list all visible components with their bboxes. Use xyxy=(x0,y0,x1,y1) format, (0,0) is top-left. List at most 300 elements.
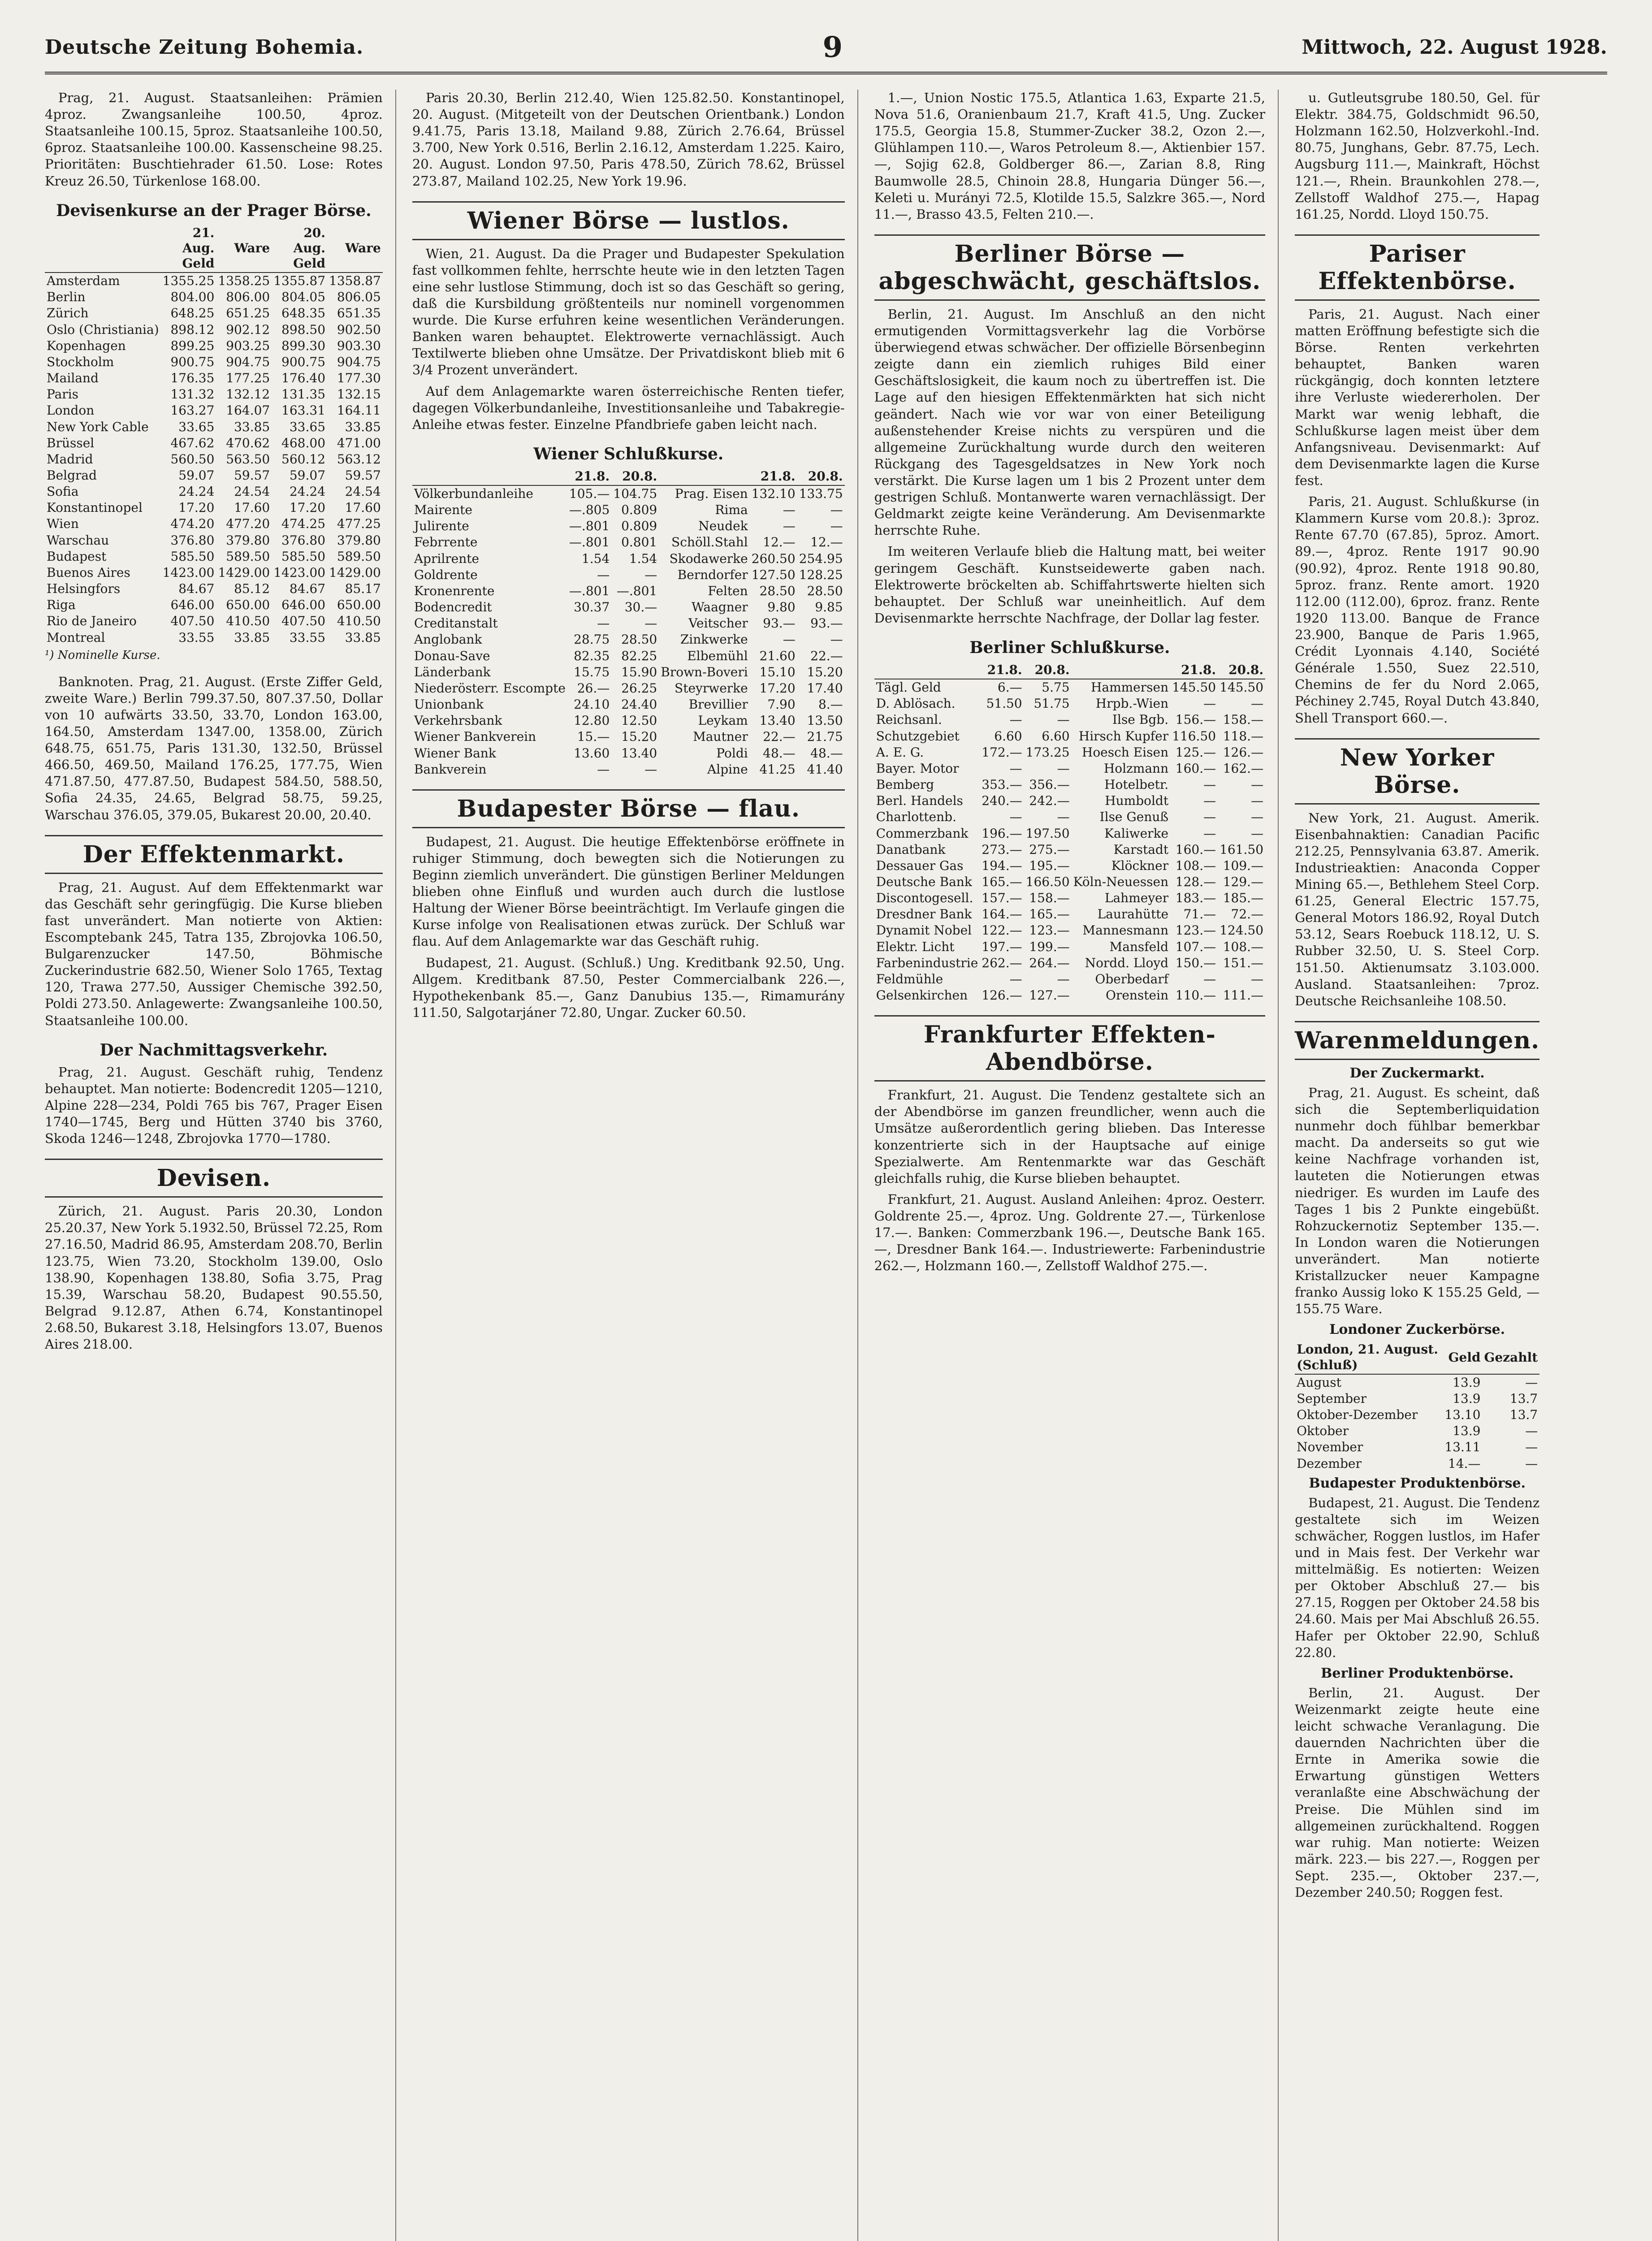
table-cell: — xyxy=(830,519,843,534)
table-cell: 254.95 xyxy=(799,551,843,566)
table-cell: 379.80 xyxy=(226,532,270,548)
table-row xyxy=(1295,1407,1540,1423)
table-cell: Kopenhagen xyxy=(47,338,126,353)
table-cell: Mautner xyxy=(693,729,748,744)
table-cell: 15.10 xyxy=(759,664,796,679)
table-cell: Karstadt xyxy=(1113,842,1169,857)
table-cell: — xyxy=(1057,809,1070,825)
table-cell: 161.50 xyxy=(1220,842,1264,857)
table-cell: — xyxy=(830,502,843,518)
afternoon-trading-section xyxy=(45,1041,383,1147)
table-cell: 30.37 xyxy=(574,600,610,615)
table-cell: Ilse Bgb. xyxy=(1112,712,1169,727)
table-cell: Warschau xyxy=(47,532,109,548)
budapest-exchange-title: Budapester Börse — flau. xyxy=(412,789,845,828)
table-cell: 132.12 xyxy=(226,387,270,402)
table-cell: Neudek xyxy=(698,519,748,534)
table-cell: Rio de Janeiro xyxy=(47,614,137,629)
table-cell: — xyxy=(1057,712,1070,727)
berlin-produce-text: Berlin, 21. August. Der Weizenmarkt zeigte heute eine leicht schwache Veranlagung. Die dauernden Nachrichten über die Ernte in Amerika sowie die Erwartung günstigen Wetters veranlaßte eine Abschwächung der Preise. Die Mühlen sind im allgemeinen zurückhaltend. Roggen war ruhig. Man notierte: Weizen märk. 223.— bis 227.—, Roggen per Sept. 235.—, Oktober 237.—, Dezember 240.50; Roggen fest. xyxy=(1295,1685,1540,1900)
column-header: 20. Aug. Geld xyxy=(272,225,327,273)
table-cell: Budapest xyxy=(47,549,107,564)
table-cell: 264.— xyxy=(1029,955,1070,970)
table-header-row xyxy=(412,468,845,485)
table-cell: 13.40 xyxy=(621,745,657,761)
table-row xyxy=(412,761,845,778)
table-cell: — xyxy=(1203,696,1216,711)
table-row xyxy=(45,549,383,565)
table-cell: 376.80 xyxy=(170,532,215,548)
table-row xyxy=(874,712,1265,728)
table-cell: 85.17 xyxy=(345,581,381,597)
table-cell: 15.— xyxy=(577,729,610,744)
table-cell: — xyxy=(597,567,610,582)
table-row xyxy=(45,451,383,467)
table-cell: Oktober-Dezember xyxy=(1297,1407,1418,1423)
banknotes-section xyxy=(45,674,383,823)
table-cell: —.801 xyxy=(569,535,610,550)
table-cell: Bodencredit xyxy=(414,600,492,615)
table-cell: 8.— xyxy=(818,697,843,712)
table-cell: 28.75 xyxy=(574,632,610,647)
table-row xyxy=(45,305,383,321)
table-cell: 33.55 xyxy=(289,630,326,645)
table-row xyxy=(412,680,845,697)
table-cell: 151.— xyxy=(1223,955,1264,970)
table-cell: 48.— xyxy=(810,745,843,761)
table-cell: Völkerbundanleihe xyxy=(414,486,533,502)
table-cell: 589.50 xyxy=(337,549,381,564)
table-cell: Steyrwerke xyxy=(675,680,748,696)
table-cell: 48.— xyxy=(763,745,796,761)
table-cell: 13.9 xyxy=(1453,1391,1481,1406)
table-row xyxy=(874,744,1265,761)
table-cell: — xyxy=(1251,793,1264,809)
table-cell: 376.80 xyxy=(281,532,326,548)
table-row xyxy=(45,613,383,629)
table-cell: 275.— xyxy=(1029,842,1070,857)
berlin-exchange-text: Berlin, 21. August. Im Anschluß an den nicht ermutigenden Vormittagsverkehr lag die Vorbörse überwiegend etwas schwächer. Der offizielle Börsenbeginn zeigte dann ein ziemlich ruhiges Bild einer Geschäftslosigkeit, die kaum noch zu übertreffen ist. Die Lage auf den hiesigen Effektenmärkten hat sich nicht geändert. Nach wie vor war von einer Beteiligung außenstehender Kreise nichts zu verspüren und die allgemeine Zurückhaltung wurde durch den weiteren Rückgang des Tagesgeldsatzes in New York noch verstärkt. Die Kurse lagen um 1 bis 2 Prozent unter dem gestrigen Schluß. Montanwerte waren vernachlässigt. Der Geldmarkt zeigte keine Veränderung. Am Devisenmarkte herrschte Ruhe. xyxy=(874,306,1266,538)
table-row xyxy=(412,632,845,648)
table-cell: 563.12 xyxy=(337,451,381,467)
table-cell: Mansfeld xyxy=(1109,939,1169,954)
table-row xyxy=(45,419,383,435)
table-cell: 125.— xyxy=(1175,744,1216,760)
table-cell: 51.75 xyxy=(1034,696,1070,711)
table-cell: — xyxy=(644,761,657,777)
table-cell: 0.809 xyxy=(621,519,657,534)
table-cell: — xyxy=(1525,1375,1538,1390)
column-header: Gezahlt xyxy=(1482,1341,1540,1374)
table-cell: 6.60 xyxy=(994,728,1022,744)
sugar-market-text: Prag, 21. August. Es scheint, daß sich die Septemberliquidation nunmehr doch fühlbar bemerkbar macht. Da anderseits so gut wie keine Nachfrage vorhanden ist, lauteten die Notierungen etwas niedriger. Es wurden im Laufe des Tages 1 bis 2 Punkte eingebüßt. Rohzuckernotiz September 135.—. In London waren die Notierungen unverändert. Man notierte Kristallzucker neuer Kampagne franko Aussig loko K 155.25 Geld, — 155.75 Ware. xyxy=(1295,1085,1540,1317)
table-body xyxy=(1295,1374,1540,1472)
column-2 xyxy=(412,90,858,2241)
table-cell: 13.40 xyxy=(759,713,796,728)
table-cell: — xyxy=(1009,761,1022,776)
column-header: 20.8. xyxy=(611,468,659,485)
table-cell: 33.85 xyxy=(234,419,270,434)
table-cell: Hoesch Eisen xyxy=(1081,744,1169,760)
table-cell: Dresdner Bank xyxy=(876,907,972,922)
table-cell: Helsingfors xyxy=(47,581,121,597)
table-cell: —.801 xyxy=(569,519,610,534)
table-cell: — xyxy=(1525,1440,1538,1455)
table-row xyxy=(412,648,845,664)
table-cell: Unionbank xyxy=(414,697,484,712)
table-cell: 128.— xyxy=(1175,874,1216,889)
column-header: London, 21. August. (Schluß) xyxy=(1295,1341,1443,1374)
table-cell: Länderbank xyxy=(414,664,491,679)
table-cell: Tägl. Geld xyxy=(876,680,941,695)
table-cell: Riga xyxy=(47,597,76,613)
table-cell: 477.25 xyxy=(337,516,381,532)
table-cell: 129.— xyxy=(1223,874,1264,889)
table-row xyxy=(412,485,845,502)
table-cell: 24.54 xyxy=(234,484,270,499)
foreign-exchange-section xyxy=(45,1159,383,1353)
table-cell: 22.— xyxy=(763,729,796,744)
table-cell: Zinkwerke xyxy=(680,632,748,647)
table-cell: Berl. Handels xyxy=(876,793,963,809)
table-cell: 1429.00 xyxy=(218,565,270,580)
table-cell: 41.25 xyxy=(759,761,796,777)
table-cell: Gelsenkirchen xyxy=(876,988,968,1003)
table-cell: 7.90 xyxy=(767,697,796,712)
table-cell: 585.50 xyxy=(281,549,326,564)
table-cell: Dessauer Gas xyxy=(876,858,964,873)
table-cell: Laurahütte xyxy=(1097,907,1169,922)
table-cell: Konstantinopel xyxy=(47,500,143,515)
table-cell: 118.— xyxy=(1223,728,1264,744)
table-cell: Zürich xyxy=(47,306,89,321)
table-cell: Verkehrsbank xyxy=(414,713,502,728)
table-cell: Berlin xyxy=(47,290,86,305)
table-cell: 123.— xyxy=(1029,923,1070,938)
table-cell: 17.20 xyxy=(759,680,796,696)
table-row xyxy=(874,858,1265,874)
frankfurt-exchange-title: Frankfurter Effekten-Abendbörse. xyxy=(874,1015,1265,1082)
table-row xyxy=(874,971,1265,987)
table-cell: — xyxy=(1251,809,1264,825)
table-cell: — xyxy=(644,616,657,631)
columns xyxy=(45,90,1607,2241)
table-cell: 150.— xyxy=(1175,955,1216,970)
table-cell: 410.50 xyxy=(226,614,270,629)
table-cell: Wiener Bank xyxy=(414,745,496,761)
table-row xyxy=(45,289,383,305)
table-cell: Reichsanl. xyxy=(876,712,942,727)
table-cell: 560.50 xyxy=(170,451,215,467)
table-cell: 28.50 xyxy=(759,583,796,598)
table-row xyxy=(45,565,383,581)
table-cell: 471.00 xyxy=(337,435,381,450)
table-row xyxy=(45,516,383,532)
table-cell: 173.25 xyxy=(1025,744,1070,760)
table-cell: 33.85 xyxy=(345,419,381,434)
table-row xyxy=(1295,1374,1540,1391)
table-cell: 6.— xyxy=(997,680,1022,695)
table-cell: 82.25 xyxy=(621,648,657,663)
table-cell: — xyxy=(783,632,796,647)
issue-date: Mittwoch, 22. August 1928. xyxy=(1302,35,1607,59)
table-row xyxy=(45,402,383,419)
table-cell: 51.50 xyxy=(986,696,1022,711)
table-cell: 93.— xyxy=(810,616,843,631)
table-cell: 1.54 xyxy=(629,551,657,566)
table-cell: Rima xyxy=(715,502,748,518)
table-row xyxy=(874,842,1265,858)
table-cell: Anglobank xyxy=(414,632,482,647)
table-cell: Humboldt xyxy=(1105,793,1169,809)
table-cell: 585.50 xyxy=(170,549,215,564)
table-cell: — xyxy=(1009,971,1022,986)
table-cell: 24.24 xyxy=(178,484,215,499)
prague-exchange-rates-section xyxy=(45,201,383,662)
table-row xyxy=(1295,1391,1540,1407)
table-cell: 177.30 xyxy=(337,371,381,386)
table-cell: Aprilrente xyxy=(414,551,480,566)
table-row xyxy=(874,939,1265,955)
table-cell: — xyxy=(1251,826,1264,841)
table-cell: 22.— xyxy=(810,648,843,663)
table-cell: Farbenindustrie xyxy=(876,955,978,970)
column-header: 21.8. xyxy=(1170,662,1218,679)
table-cell: Niederösterr. Escompte xyxy=(414,680,566,696)
table-cell: 33.55 xyxy=(178,630,215,645)
table-cell: 41.40 xyxy=(807,761,843,777)
table-cell: 17.40 xyxy=(807,680,843,696)
table-cell: D. Ablösach. xyxy=(876,696,956,711)
table-cell: Oktober xyxy=(1297,1423,1349,1439)
table-cell: 902.50 xyxy=(337,322,381,337)
foreign-quotes-text: Paris 20.30, Berlin 212.40, Wien 125.82.50. Konstantinopel, 20. August. (Mitgeteilt von der Deutschen Orientbank.) London 9.41.75, Paris 13.18, Mailand 9.88, Zürich 2.76.64, Brüssel 3.700, New York 0.516, Berlin 2.16.12, Amsterdam 1.225. Kairo, 20. August. London 97.50, Paris 478.50, Zürich 78.62, Brüssel 273.87, Mailand 102.25, New York 19.96. xyxy=(412,90,845,189)
table-row xyxy=(45,273,383,289)
table-row xyxy=(1295,1439,1540,1455)
commodity-reports-title: Warenmeldungen. xyxy=(1295,1021,1540,1060)
table-cell: 1423.00 xyxy=(162,565,215,580)
column-4 xyxy=(1295,90,1540,2241)
table-cell: 262.— xyxy=(982,955,1022,970)
table-cell: — xyxy=(597,616,610,631)
table-cell: 109.— xyxy=(1223,858,1264,873)
table-cell: — xyxy=(1251,696,1264,711)
table-cell: 21.75 xyxy=(807,729,843,744)
table-cell: —.801 xyxy=(569,583,610,598)
vienna-investment-text: Auf dem Anlagemarkte waren österreichische Renten tiefer, dagegen Völkerbundanleihe, Investitionsanleihe und Tabakregie-Anleihe etwas fester. Einzelne Pfandbriefe gaben leicht nach. xyxy=(412,383,845,432)
table-cell: Sofia xyxy=(47,484,79,499)
table-cell: — xyxy=(1203,826,1216,841)
securities-market-section xyxy=(45,835,383,1029)
table-cell: Holzmann xyxy=(1103,761,1169,776)
table-cell: 24.10 xyxy=(574,697,610,712)
table-cell: 13.9 xyxy=(1453,1423,1481,1439)
table-cell: 132.10 xyxy=(751,486,796,502)
sugar-market-title: Der Zuckermarkt. xyxy=(1349,1065,1485,1081)
table-cell: 804.05 xyxy=(281,290,326,305)
table-cell: Poldi xyxy=(716,745,748,761)
table-cell: 84.67 xyxy=(178,581,215,597)
table-cell: 93.— xyxy=(763,616,796,631)
table-cell: — xyxy=(1525,1423,1538,1439)
table-cell: 104.75 xyxy=(613,486,657,502)
table-cell: 15.20 xyxy=(807,664,843,679)
table-cell: Wien xyxy=(47,516,79,532)
table-cell: 197.— xyxy=(982,939,1022,954)
table-cell: Mannesmann xyxy=(1082,923,1169,938)
table-cell: 646.00 xyxy=(170,597,215,613)
table-cell: 126.— xyxy=(1223,744,1264,760)
table-cell: 131.35 xyxy=(281,387,326,402)
frankfurt-quotes-text: Frankfurt, 21. August. Ausland Anleihen: 4proz. Oesterr. Goldrente 25.—, 4proz. Ung. Goldrente 27.—, Türkenlose 17.—. Banken: Commerzbank 196.—, Deutsche Bank 165.—, Dresdner Bank 164.—. Industriewerte: Farbenindustrie 262.—, Holzmann 160.—, Zellstoff Waldhof 275.—. xyxy=(874,1191,1266,1274)
column-header: 21.8. xyxy=(750,468,797,485)
berlin-closing-prices-section xyxy=(874,638,1265,1004)
table-cell: — xyxy=(783,519,796,534)
column-header: 21.8. xyxy=(567,468,611,485)
table-cell: 474.20 xyxy=(170,516,215,532)
table-cell: 24.54 xyxy=(345,484,381,499)
table-cell: 14.— xyxy=(1448,1456,1481,1471)
table-cell: 176.40 xyxy=(281,371,326,386)
afternoon-trading-text: Prag, 21. August. Geschäft ruhig, Tendenz behauptet. Man notierte: Bodencredit 1205—1210, Alpine 228—234, Poldi 765 bis 767, Prager Eisen 1740—1745, Berg und Hütten 3740 bis 3760, Skoda 1246—1248, Zbrojovka 1770—1780. xyxy=(45,1064,383,1146)
table-row xyxy=(45,532,383,549)
table-cell: 17.20 xyxy=(289,500,326,515)
table-cell: 563.50 xyxy=(226,451,270,467)
table-cell: Wiener Bankverein xyxy=(414,729,536,744)
table-row xyxy=(412,502,845,518)
table-cell: — xyxy=(644,567,657,582)
table-cell: 110.— xyxy=(1175,988,1216,1003)
table-cell: 6.60 xyxy=(1042,728,1070,744)
table-cell: 903.30 xyxy=(337,338,381,353)
table-cell: A. E. G. xyxy=(876,744,924,760)
frankfurt-quotes-continued-section xyxy=(1295,90,1540,223)
table-cell: 468.00 xyxy=(281,435,326,450)
table-row xyxy=(412,534,845,550)
table-body xyxy=(412,485,845,778)
table-cell: — xyxy=(1203,809,1216,825)
table-row xyxy=(45,484,383,500)
table-cell: Schutzgebiet xyxy=(876,728,960,744)
table-cell: Prag. Eisen xyxy=(675,486,748,502)
table-cell: 260.50 xyxy=(751,551,796,566)
table-cell: Dezember xyxy=(1297,1456,1362,1471)
berlin-closing-prices-table xyxy=(874,662,1265,1004)
table-cell: 5.75 xyxy=(1042,680,1070,695)
table-row xyxy=(874,874,1265,890)
budapest-quotes-text: 1.—, Union Nostic 175.5, Atlantica 1.63, Exparte 21.5, Nova 51.6, Oranienbaum 21.7, Kraft 41.5, Ung. Zucker 175.5, Georgia 15.8, Stummer-Zucker 38.2, Ozon 2.—, Glühlampen 110.—, Waros Petroleum 8.—, Aktienbier 157.—, Sojig 62.8, Goldberger 86.—, Zarian 8.8, Ring Baumwolle 28.5, Chinoin 28.8, Hungaria Dünger 56.—, Keleti u. Murányi 72.5, Klotilde 15.5, Salzkre 365.—, Nord 11.—, Brasso 43.5, Felten 210.—. xyxy=(874,90,1266,222)
table-row xyxy=(874,955,1265,971)
table-cell: Bemberg xyxy=(876,777,934,792)
table-cell: 898.12 xyxy=(170,322,215,337)
table-cell: 124.50 xyxy=(1220,923,1264,938)
table-row xyxy=(412,713,845,729)
table-cell: 28.50 xyxy=(807,583,843,598)
table-cell: 33.65 xyxy=(289,419,326,434)
budapest-exchange-section xyxy=(412,789,845,1021)
table-cell: 128.25 xyxy=(799,567,843,582)
table-cell: 273.— xyxy=(982,842,1022,857)
table-cell: 157.— xyxy=(982,891,1022,906)
table-cell: 898.50 xyxy=(281,322,326,337)
table-cell: 1355.25 xyxy=(162,273,215,289)
table-cell: 163.27 xyxy=(170,403,215,418)
page-number: 9 xyxy=(822,30,843,64)
table-cell: Donau-Save xyxy=(414,648,490,663)
table-row xyxy=(412,518,845,534)
table-row xyxy=(412,567,845,583)
table-cell: 379.80 xyxy=(337,532,381,548)
table-row xyxy=(412,599,845,615)
table-row xyxy=(874,809,1265,825)
table-cell: Brüssel xyxy=(47,435,95,450)
table-cell: — xyxy=(1057,761,1070,776)
table-cell: Stockholm xyxy=(47,354,114,369)
table-cell: 410.50 xyxy=(337,614,381,629)
table-cell: 1358.87 xyxy=(329,273,381,289)
table-cell: 132.15 xyxy=(337,387,381,402)
table-row xyxy=(412,745,845,761)
column-header: 20.8. xyxy=(1024,662,1072,679)
column-header xyxy=(874,662,980,679)
table-cell: 162.— xyxy=(1223,761,1264,776)
table-cell: Goldrente xyxy=(414,567,478,582)
table-row xyxy=(45,630,383,646)
table-cell: 165.— xyxy=(1029,907,1070,922)
table-cell: 158.— xyxy=(1029,891,1070,906)
table-cell: Julirente xyxy=(414,519,469,534)
table-cell: Hrpb.-Wien xyxy=(1095,696,1169,711)
commodity-reports-section xyxy=(1295,1021,1540,1901)
table-cell: Oberbedarf xyxy=(1095,971,1169,986)
table-row xyxy=(412,729,845,745)
table-row xyxy=(874,679,1265,696)
table-cell: 127.50 xyxy=(751,567,796,582)
table-cell: 164.11 xyxy=(337,403,381,418)
table-cell: London xyxy=(47,403,95,418)
table-cell: 903.25 xyxy=(226,338,270,353)
table-cell: 904.75 xyxy=(226,354,270,369)
table-cell: Alpine xyxy=(707,761,748,777)
berlin-exchange-section xyxy=(874,234,1265,627)
table-cell: 59.57 xyxy=(345,468,381,483)
table-cell: 105.— xyxy=(569,486,610,502)
berlin-produce-title: Berliner Produktenbörse. xyxy=(1321,1665,1514,1681)
table-cell: 12.80 xyxy=(574,713,610,728)
table-cell: 26.25 xyxy=(621,680,657,696)
table-cell: Brown-Boveri xyxy=(661,664,748,679)
table-cell: Hammersen xyxy=(1090,680,1169,695)
table-row xyxy=(874,793,1265,809)
paper-name: Deutsche Zeitung Bohemia. xyxy=(45,35,364,59)
table-header-row xyxy=(1295,1341,1540,1374)
table-cell: 13.60 xyxy=(574,745,610,761)
table-cell: 164.— xyxy=(982,907,1022,922)
london-sugar-table xyxy=(1295,1341,1540,1471)
table-cell: 13.7 xyxy=(1509,1407,1538,1423)
table-cell: 13.11 xyxy=(1444,1440,1481,1455)
table-cell: 199.— xyxy=(1029,939,1070,954)
foreign-quotes-section xyxy=(412,90,845,190)
table-cell: Ilse Genuß xyxy=(1099,809,1169,825)
table-cell: Feldmühle xyxy=(876,971,943,986)
foreign-exchange-text: Zürich, 21. August. Paris 20.30, London 25.20.37, New York 5.1932.50, Brüssel 72.25, Rom 27.16.50, Madrid 86.95, Amsterdam 208.70, Berlin 123.75, Wien 73.20, Stockholm 139.00, Oslo 138.90, Kopenhagen 138.80, Sofia 3.75, Prag 15.39, Warschau 58.20, Budapest 90.55.50, Belgrad 9.12.87, Athen 6.74, Konstantinopel 2.68.50, Bukarest 3.18, Helsingfors 13.07, Buenos Aires 218.00. xyxy=(45,1203,383,1352)
table-row xyxy=(45,467,383,484)
table-cell: Oslo (Christiania) xyxy=(47,322,159,337)
table-cell: Paris xyxy=(47,387,78,402)
table-row xyxy=(45,581,383,597)
table-cell: 59.07 xyxy=(178,468,215,483)
